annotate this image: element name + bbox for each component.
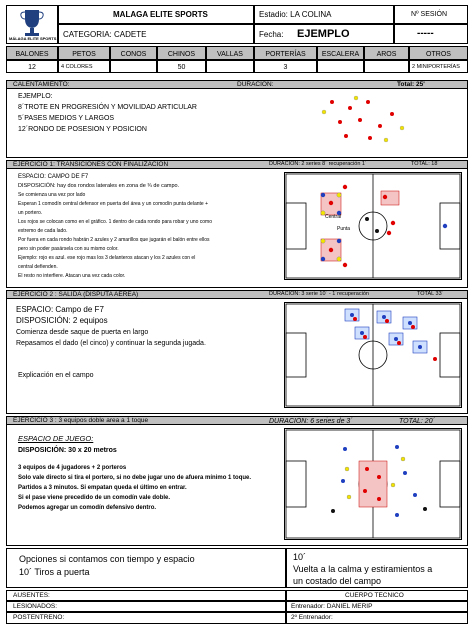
exercise3-line: ESPACIO DE JUEGO: bbox=[18, 434, 94, 443]
materials-header-label: OTROS bbox=[426, 51, 451, 58]
exercise2-line: Comienza desde saque de puerta en largo bbox=[16, 329, 149, 336]
materials-header-label: PORTERÍAS bbox=[265, 51, 306, 58]
pitch-diagram bbox=[285, 303, 461, 407]
materials-header-label: VALLAS bbox=[217, 51, 243, 58]
options-line: 10´ bbox=[293, 552, 307, 562]
materials-header-label: AROS bbox=[376, 51, 397, 58]
materials-header-cell bbox=[364, 46, 409, 60]
materials-header-cell bbox=[157, 46, 206, 60]
session-cell bbox=[394, 5, 468, 24]
options-line: un costado del campo bbox=[293, 576, 382, 586]
materials-header-label: ESCALERA bbox=[321, 51, 360, 58]
materials-value: 2 MINIPORTERÍAS bbox=[412, 64, 460, 70]
warmup-line: 12´RONDO DE POSESION Y POSICION bbox=[18, 126, 147, 133]
exercise3-line: Solo vale directo si tira el portero, si no debe jugar uno de afuera mínimo 1 toque. bbox=[18, 475, 252, 481]
exercise1-field bbox=[284, 172, 462, 280]
absent-row bbox=[6, 590, 286, 601]
club-name-cell bbox=[58, 5, 254, 24]
materials-header-cell bbox=[206, 46, 254, 60]
materials-header-cell bbox=[6, 46, 58, 60]
materials-header-label: PETOS bbox=[72, 51, 96, 58]
options-left-box bbox=[6, 548, 286, 588]
exercise2-line: DISPOSICIÓN: 2 equipos bbox=[16, 316, 108, 325]
exercise1-line: extremo de cada lado. bbox=[18, 228, 68, 234]
exercise1-header bbox=[6, 160, 468, 169]
exercise3-line: Podemos agregar un comodín defensivo dentro. bbox=[18, 505, 157, 511]
session-value: ----- bbox=[417, 28, 434, 39]
exercise2-duration: DURACIÓN: 3 serie 10´ - 1´recuperación bbox=[269, 291, 369, 297]
materials-value-cell bbox=[157, 60, 206, 73]
materials-header-cell bbox=[409, 46, 468, 60]
example-title: EJEMPLO bbox=[297, 28, 350, 40]
exercise3-header bbox=[6, 416, 468, 425]
warmup-duration-label: DURACIÓN: bbox=[237, 81, 274, 88]
injured-label: LESIONADOS: bbox=[13, 603, 58, 610]
coach-row bbox=[286, 601, 468, 612]
post-label: POSTENTRENO: bbox=[13, 614, 65, 621]
materials-value: 3 bbox=[283, 64, 288, 71]
materials-value-cell bbox=[206, 60, 254, 73]
post-row bbox=[6, 612, 286, 624]
materials-value: 12 bbox=[28, 64, 36, 71]
options-line: Opciones si contamos con tiempo y espacio bbox=[19, 554, 195, 564]
central-label: Central bbox=[325, 214, 342, 220]
date-label: Fecha: bbox=[259, 30, 284, 39]
exercise1-line: El resto no interfiere. Atacan una vez cada color. bbox=[18, 273, 126, 279]
exercise1-total: TOTAL: 18´ bbox=[411, 161, 440, 167]
exercise1-duration: DURACIÓN: 2 series 8´ recuperación 1´ bbox=[269, 161, 367, 167]
materials-value-cell bbox=[317, 60, 364, 73]
materials-value: 4 COLORES bbox=[61, 64, 93, 70]
category-cell bbox=[58, 24, 254, 44]
exercise3-duration: DURACIÓN: 6 series de 3´ bbox=[269, 418, 353, 425]
exercise1-line: central defienden. bbox=[18, 264, 58, 270]
materials-value-cell bbox=[254, 60, 317, 73]
exercise1-line: DISPOSICIÓN: hay dos rondos laterales en zona de ¾ de campo. bbox=[18, 183, 180, 189]
second-coach-label: 2º Entrenador: bbox=[291, 614, 333, 621]
exercise1-line: Ejemplo: rojo es azul. ese rojo mas los 3 delanteros atacan y los 2 azules con el bbox=[18, 255, 196, 261]
club-name: MALAGA ELITE SPORTS bbox=[113, 10, 208, 19]
exercise1-line: Por fuera en cada rondo habrán 2 azules y 2 amarillos que jugarán el balón entre ellos bbox=[18, 237, 210, 243]
pitch-diagram bbox=[285, 173, 461, 279]
warmup-header bbox=[6, 80, 468, 89]
staff-label: CUERPO TECNICO bbox=[345, 592, 404, 599]
exercise2-total: TOTAL 33´ bbox=[417, 291, 444, 297]
exercise3-line: Partidos a 3 minutos. Si empatan queda el último en entrar. bbox=[18, 485, 187, 491]
exercise2-line: Explicación en el campo bbox=[18, 372, 94, 379]
exercise2-field bbox=[284, 302, 462, 408]
materials-value-cell bbox=[110, 60, 157, 73]
logo-text: MÁLAGA ELITE SPORTS bbox=[9, 36, 57, 41]
materials-value-cell bbox=[364, 60, 409, 73]
absent-label: AUSENTES: bbox=[13, 592, 50, 599]
club-logo bbox=[6, 5, 58, 44]
exercise3-line: 3 equipos de 4 jugadores + 2 porteros bbox=[18, 465, 127, 471]
exercise1-line: Esperan 1 comodín central defensor en puerta del área y un comodín punta delante + bbox=[18, 201, 208, 207]
materials-value: 50 bbox=[177, 64, 186, 71]
materials-value-cell bbox=[409, 60, 468, 73]
exercise1-line: pero sin poder pasársela con su mismo color. bbox=[18, 246, 119, 252]
exercise1-line: Se comienza una vez por lado bbox=[18, 192, 86, 198]
exercise1-line: un portero. bbox=[18, 210, 43, 216]
materials-header-cell bbox=[254, 46, 317, 60]
exercise1-title: EJERCICIO 1: TRANSICIONES CON FINALIZACION bbox=[13, 161, 169, 168]
exercise2-line: ESPACIO: Campo de F7 bbox=[16, 305, 104, 314]
materials-value-cell bbox=[6, 60, 58, 73]
exercise1-line: Los rojos se colocan como en el gráfico. 1 dentro de cada rondo para robar y uno como bbox=[18, 219, 213, 225]
exercise3-total: TOTAL: 20´ bbox=[399, 418, 435, 425]
materials-value-cell bbox=[58, 60, 110, 73]
exercise1-line: ESPACIO: CAMPO DE F7 bbox=[18, 174, 89, 180]
materials-header-label: CONOS bbox=[120, 51, 147, 58]
exercise2-line: Repasamos el dado (el cinco) y continuar la segunda jugada. bbox=[16, 340, 206, 347]
options-line: 10´ Tiros a puerta bbox=[19, 567, 90, 577]
category-label: CATEGORIA: CADETE bbox=[63, 30, 147, 39]
materials-header-label: CHINOS bbox=[167, 51, 196, 58]
stadium-label: Estadio: LA COLINA bbox=[259, 10, 332, 19]
warmup-line: EJEMPLO: bbox=[18, 93, 53, 100]
exercise2-title: EJERCICIO 2 : SALIDA (DISPUTA AEREA) bbox=[13, 291, 139, 298]
options-line: Vuelta a la calma y estiramientos a bbox=[293, 564, 433, 574]
warmup-line: 8´TROTE EN PROGRESIÓN Y MOVILIDAD ARTICULAR bbox=[18, 104, 197, 111]
materials-header-cell bbox=[110, 46, 157, 60]
warmup-line: 5´PASES MEDIOS Y LARGOS bbox=[18, 115, 115, 122]
materials-header-cell bbox=[317, 46, 364, 60]
warmup-total: Total: 25' bbox=[397, 81, 425, 88]
punta-label: Punta bbox=[337, 226, 351, 232]
exercise3-title: EJERCICIO 3 : 3 equipos doble area a 1 toque bbox=[13, 417, 149, 424]
staff-row bbox=[286, 590, 468, 601]
options-right-box bbox=[286, 548, 468, 588]
warmup-diagram bbox=[310, 92, 430, 152]
stadium-cell bbox=[254, 5, 394, 24]
exercise2-header bbox=[6, 290, 468, 299]
exercise3-line: DISPOSICIÓN: 30 x 20 metros bbox=[18, 447, 117, 454]
injured-row bbox=[6, 601, 286, 612]
session-label: Nº SESIÓN bbox=[411, 11, 448, 18]
pitch-diagram bbox=[285, 429, 461, 539]
second-coach-row bbox=[286, 612, 468, 624]
warmup-title: CALENTAMIENTO: bbox=[13, 81, 70, 88]
exercise3-line: Si el pase viene precedido de un comodín vale doble. bbox=[18, 495, 171, 501]
materials-header-label: BALONES bbox=[15, 51, 49, 58]
session-value-cell bbox=[394, 24, 468, 44]
date-cell bbox=[254, 24, 394, 44]
materials-header-cell bbox=[58, 46, 110, 60]
exercise3-field bbox=[284, 428, 462, 540]
coach-label: Entrenador: DANIEL MERIP bbox=[291, 603, 373, 610]
